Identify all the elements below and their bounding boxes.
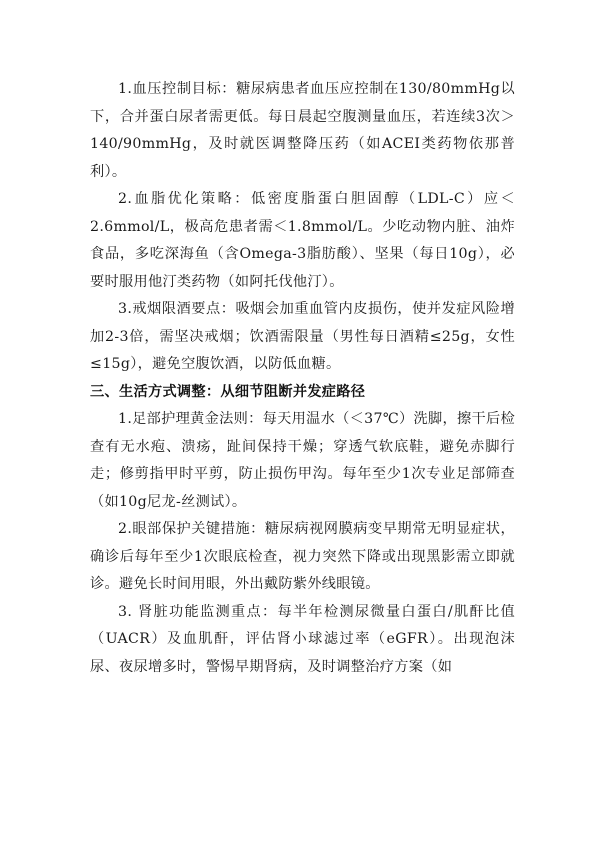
- paragraph-eye-protection: 2.眼部保护关键措施：糖尿病视网膜病变早期常无明显症状，确诊后每年至少1次眼底检查，视力突然下降或出现黑影需立即就诊。避免长时间用眼，外出戴防紫外线眼镜。: [90, 521, 515, 592]
- paragraph-blood-lipids: 2.血脂优化策略：低密度脂蛋白胆固醇（LDL-C）应＜2.6mmol/L，极高危患者需＜1.8mmol/L。少吃动物内脏、油炸食品，多吃深海鱼（含Omega-3脂肪酸）、坚果（每日10g），必要时服用他汀类药物（如阿托伐他汀）。: [90, 191, 515, 290]
- paragraph-foot-care: 1.足部护理黄金法则：每天用温水（＜37℃）洗脚，擦干后检查有无水疱、溃疡，趾间保持干燥；穿透气软底鞋，避免赤脚行走；修剪指甲时平剪，防止损伤甲沟。每年至少1次专业足部筛查（如10g尼龙-丝测试）。: [90, 411, 515, 510]
- section-heading-lifestyle: 三、生活方式调整：从细节阻断并发症路径: [90, 383, 366, 400]
- paragraph-kidney-monitoring: 3. 肾脏功能监测重点：每半年检测尿微量白蛋白/肌酐比值（UACR）及血肌酐，评估肾小球滤过率（eGFR）。出现泡沫尿、夜尿增多时，警惕早期肾病，及时调整治疗方案（如: [90, 603, 515, 675]
- paragraph-blood-pressure: 1.血压控制目标：糖尿病患者血压应控制在130/80mmHg以下，合并蛋白尿者需更低。每日晨起空腹测量血压，若连续3次＞140/90mmHg，及时就医调整降压药（如ACEI类药物依那普利）。: [90, 81, 515, 180]
- document-body: [90, 76, 515, 681]
- paragraph-smoking-drinking: 3.戒烟限酒要点：吸烟会加重血管内皮损伤，使并发症风险增加2-3倍，需坚决戒烟；饮酒需限量（男性每日酒精≤25g，女性≤15g），避免空腹饮酒，以防低血糖。: [90, 301, 515, 372]
